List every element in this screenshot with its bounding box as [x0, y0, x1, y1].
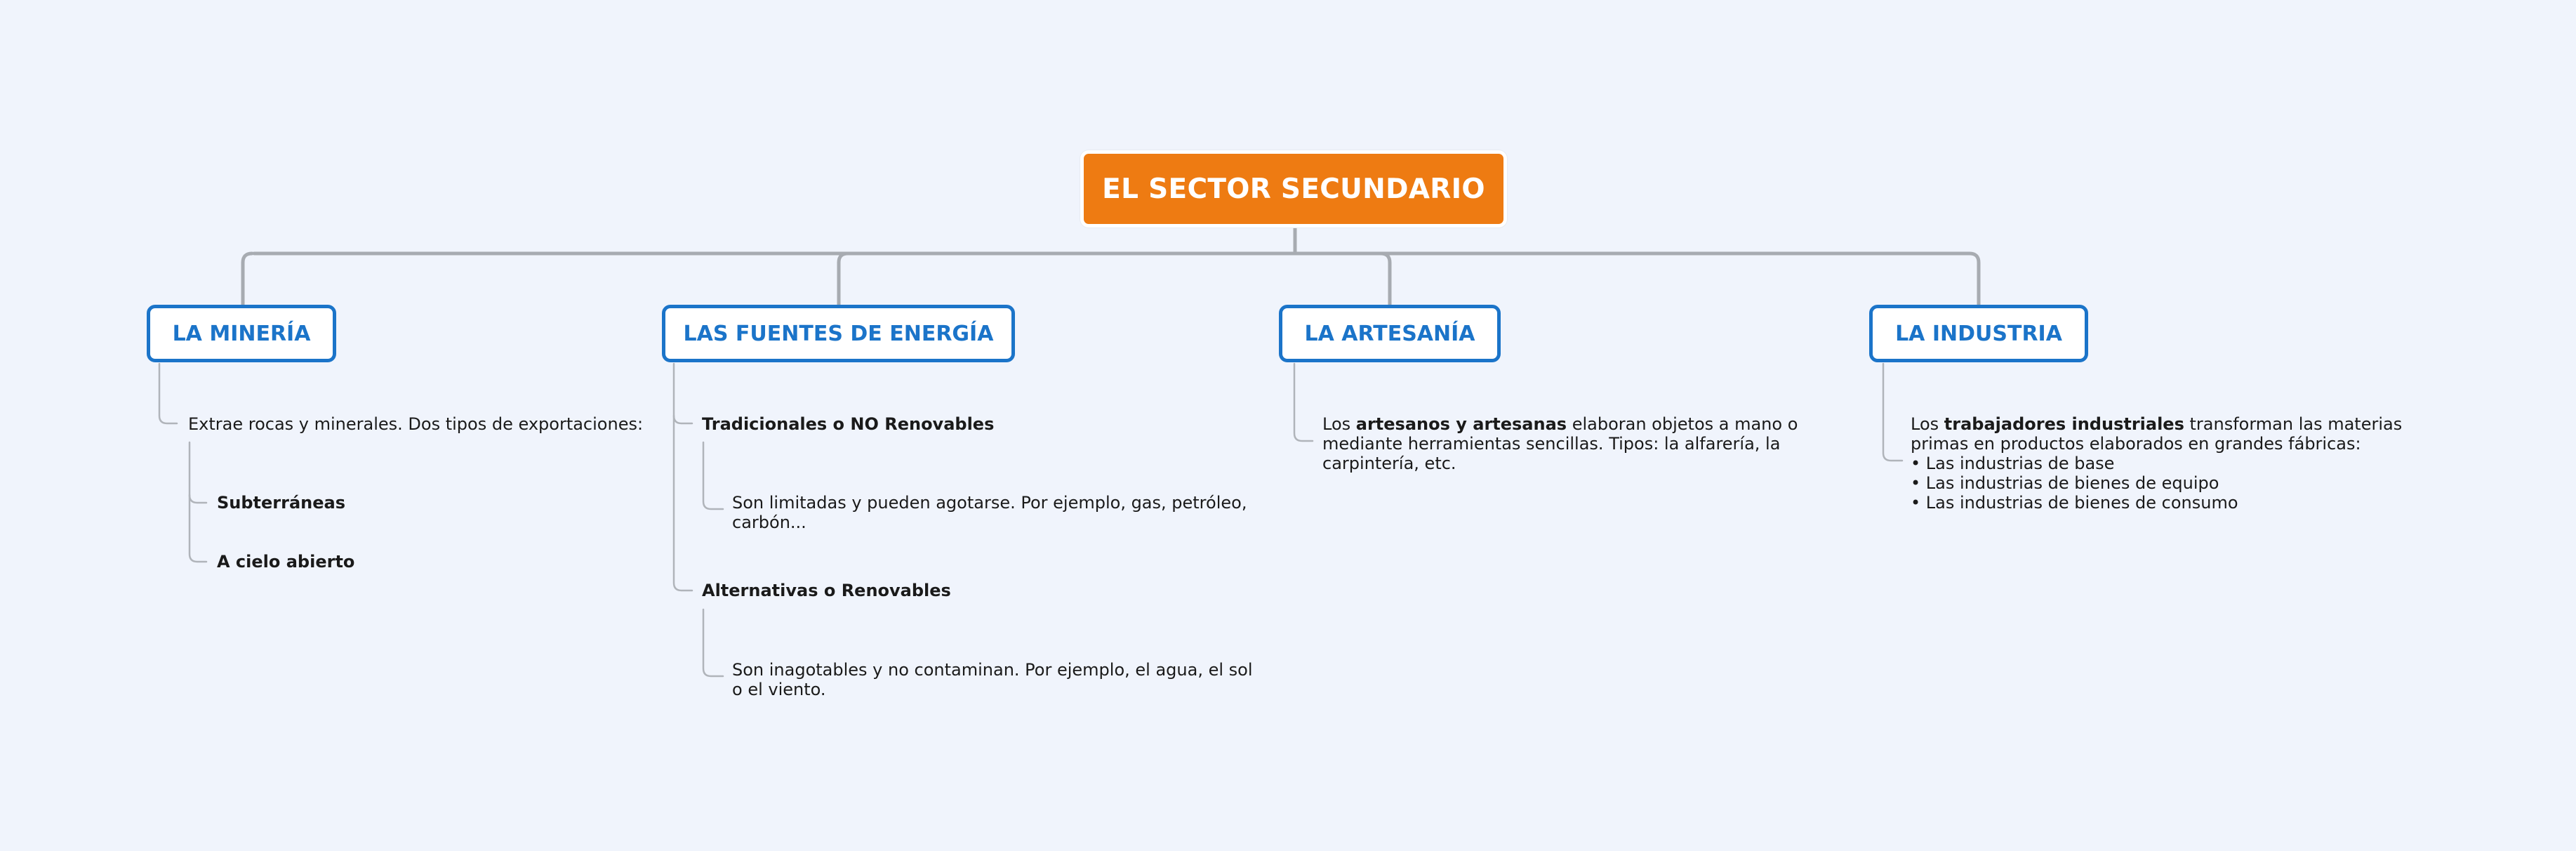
main-horizontal-line	[243, 253, 1979, 305]
topic-industria-title: LA INDUSTRIA	[1895, 321, 2062, 346]
energia-no-renovables-description	[732, 493, 1247, 532]
energia-desc2-link	[703, 609, 723, 676]
industria-description	[1911, 414, 2402, 513]
artesania-desc-line: carpintería, etc.	[1322, 454, 1456, 473]
industria-bold-text: trabajadores industriales	[1944, 414, 2184, 434]
artesania-bold-text: artesanos y artesanas	[1355, 414, 1567, 434]
topic-artesania-title: LA ARTESANÍA	[1304, 321, 1475, 346]
industria-text: Los	[1911, 414, 1944, 434]
mineria-sub2-link	[190, 495, 206, 562]
mineria-type-cielo-abierto: A cielo abierto	[217, 552, 355, 572]
industria-list-item: • Las industrias de bienes de equipo	[1911, 473, 2219, 493]
root-topic[interactable]	[1080, 150, 1507, 227]
industria-desc-line	[1911, 414, 2402, 434]
energia-renovables-description	[732, 660, 1253, 699]
artesania-desc-link	[1294, 364, 1313, 441]
energia-group-no-renovables: Tradicionales o NO Renovables	[702, 414, 995, 434]
industria-desc-line: primas en productos elaborados en grandes fábricas:	[1911, 434, 2361, 454]
root-title: EL SECTOR SECUNDARIO	[1102, 173, 1485, 205]
artesania-description	[1322, 414, 1798, 473]
artesania-desc-line: mediante herramientas sencillas. Tipos: la alfarería, la	[1322, 434, 1781, 454]
mineria-sub1-link	[190, 442, 206, 503]
topic-energia-title: LAS FUENTES DE ENERGÍA	[683, 321, 994, 346]
energia-desc1-link	[703, 442, 723, 509]
energia-no-renovables-desc-line: Son limitadas y pueden agotarse. Por ejemplo, gas, petróleo,	[732, 493, 1247, 513]
energia-no-renovables-desc-line: carbón...	[732, 513, 806, 532]
energia-group2-link	[674, 416, 692, 591]
topic-industria[interactable]	[1869, 305, 2088, 362]
mineria-desc-link	[159, 364, 177, 423]
topic-mineria-title: LA MINERÍA	[172, 321, 311, 346]
artesania-text: Los	[1322, 414, 1356, 434]
topic-mineria[interactable]	[147, 305, 336, 362]
industria-desc-link	[1883, 364, 1902, 461]
topic-energia[interactable]	[662, 305, 1015, 362]
industria-list-item: • Las industrias de bienes de consumo	[1911, 493, 2238, 513]
energia-renovables-desc-line: Son inagotables y no contaminan. Por ejemplo, el agua, el sol	[732, 660, 1253, 680]
energia-group1-link	[674, 364, 692, 423]
mineria-description: Extrae rocas y minerales. Dos tipos de exportaciones:	[188, 414, 644, 434]
artesania-text: elaboran objetos a mano o	[1567, 414, 1798, 434]
artesania-desc-line	[1322, 414, 1798, 434]
topic-artesania[interactable]	[1279, 305, 1501, 362]
industria-text: transforman las materias	[2184, 414, 2403, 434]
energia-group-renovables: Alternativas o Renovables	[702, 581, 951, 600]
industria-list-item: • Las industrias de base	[1911, 454, 2115, 473]
energia-renovables-desc-line: o el viento.	[732, 680, 826, 699]
mineria-type-subterraneas: Subterráneas	[217, 493, 346, 513]
